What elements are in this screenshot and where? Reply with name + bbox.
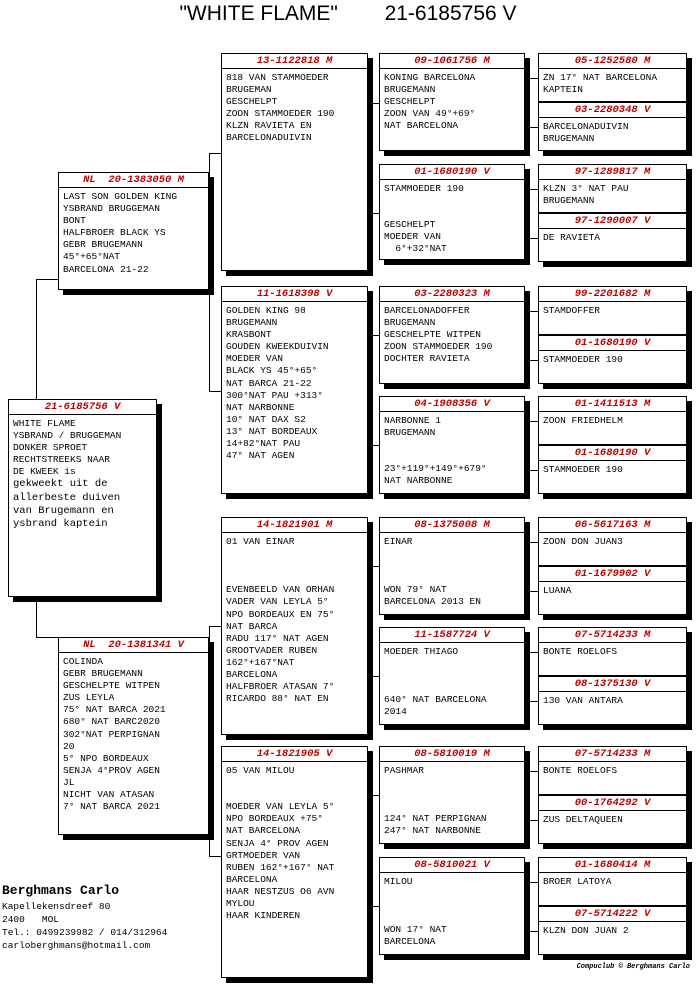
pigeon-name: "WHITE FLAME" (179, 2, 338, 25)
description-line: VADER VAN LEYLA 5° (226, 596, 329, 608)
description-line: BARCELONA 2013 EN (384, 596, 481, 608)
description-line: NAT BARCA 21-22 (226, 377, 312, 389)
description-line: GEBR BRUGEMANN (63, 239, 143, 251)
description-line (226, 560, 363, 572)
description-line: HALFBROER ATASAN 7° (226, 681, 335, 693)
description-line: BRUGEMANN (384, 427, 436, 439)
ring-number: 97-1289817 M (539, 165, 686, 180)
description-line: MOEDER VAN LEYLA 5° (226, 801, 335, 813)
pigeon-ring: 21-6185756 V (384, 2, 517, 25)
description-line: 20 (63, 740, 75, 752)
connector-line (368, 795, 379, 796)
great-grandparent-card (379, 746, 525, 844)
pigeon-description (539, 811, 686, 826)
ring-number: 07-5714233 M (539, 747, 686, 762)
ring-number: 04-1908356 V (380, 397, 524, 412)
description-line: BARCELONA 21-22 (63, 263, 149, 275)
description-line: HALFBROER BLACK YS (63, 227, 166, 239)
description-line: 124° NAT PERPIGNAN (384, 813, 487, 825)
description-line: BROER LATOYA (543, 876, 612, 887)
description-line: NAT NARBONNE (384, 475, 453, 487)
great-great-grandparent-card (538, 746, 687, 795)
ring-number: NL 20-1381341 V (59, 638, 208, 653)
description-line: MOEDER VAN (384, 231, 442, 243)
description-line: BRUGEMANN (543, 133, 595, 145)
description-line: 6°+32°NAT (384, 243, 447, 255)
great-great-grandparent-card (538, 164, 687, 213)
connector-line (36, 279, 37, 399)
grandfather-paternal-card (221, 53, 368, 271)
ring-number: 09-1061756 M (380, 54, 524, 69)
ring-number: 01-1411513 M (539, 397, 686, 412)
ring-number: 00-1764292 V (539, 796, 686, 811)
description-line (384, 801, 520, 813)
great-great-grandparent-card (538, 53, 687, 102)
connector-line (528, 652, 538, 653)
description-line: STAMDOFFER (543, 305, 601, 316)
description-line: GRTMOEDER VAN (226, 849, 301, 861)
description-line: NICHT VAN ATASAN (63, 789, 155, 801)
description-line: MOEDER THIAGO (384, 646, 459, 657)
pigeon-description (380, 762, 524, 838)
pigeon-description (380, 69, 524, 132)
description-line (226, 548, 363, 560)
description-line: 162°+167°NAT (226, 656, 295, 668)
connector-line (209, 153, 221, 154)
description-line: 5° NPO BORDEAUX (63, 752, 149, 764)
connector-line (368, 566, 369, 676)
description-line: BRUGEMANN (543, 195, 595, 207)
pigeon-description (539, 922, 686, 937)
great-great-grandparent-card (538, 857, 687, 906)
description-line: GESCHELPT (384, 96, 436, 108)
description-line: WON 79° NAT (384, 584, 447, 596)
subject-card (8, 399, 157, 597)
description-line: ZUS LEYLA (63, 692, 115, 704)
great-grandparent-card (379, 53, 525, 151)
connector-line (528, 360, 538, 361)
great-grandparent-card (379, 396, 525, 494)
description-line: 680° NAT BARC2020 (63, 716, 160, 728)
description-line (384, 658, 520, 670)
description-line (384, 912, 520, 924)
description-line (384, 572, 520, 584)
description-line (384, 195, 520, 207)
description-line: 7° NAT BARCA 2021 (63, 801, 160, 813)
connector-line (528, 591, 538, 592)
great-great-grandparent-card (538, 445, 687, 494)
ring-number: 13-1122818 M (222, 54, 367, 69)
pigeon-description (59, 653, 208, 813)
pedigree-title (0, 2, 696, 26)
connector-line (36, 279, 58, 280)
father-card (58, 172, 209, 290)
connector-line (528, 542, 538, 543)
ring-number: 03-2280348 V (539, 103, 686, 118)
description-line: van Brugemann en (13, 505, 114, 518)
description-line: GESCHELPTE WITPEN (63, 680, 160, 692)
description-line: HAAR NESTZUS O6 AVN (226, 885, 335, 897)
description-line: STAMMOEDER 190 (384, 183, 464, 194)
description-line: BARCELONADUIVIN (226, 132, 312, 144)
ring-number: 21-6185756 V (9, 400, 156, 415)
connector-line (528, 127, 538, 128)
connector-line (528, 652, 529, 701)
description-line: NPO BORDEAUX +75° (226, 813, 323, 825)
connector-line (368, 795, 369, 906)
owner-name: Berghmans Carlo (2, 883, 120, 898)
description-line: BARCELONADOFFER (384, 305, 470, 316)
connector-line (528, 771, 529, 820)
description-line: BONTE ROELOFS (543, 646, 618, 657)
description-line: MYLOU (226, 898, 255, 910)
ring-number: 97-1290007 V (539, 214, 686, 229)
connector-line (209, 153, 210, 391)
description-line: BRUGEMAN (226, 84, 272, 96)
ring-number: 14-1821901 M (222, 518, 367, 533)
description-line: EINAR (384, 536, 413, 547)
pigeon-description (539, 351, 686, 366)
description-line: YSBRAND / BRUGGEMAN (13, 430, 122, 442)
description-line: GESCHELPTE WITPEN (384, 329, 481, 341)
description-line: KLZN DON JUAN 2 (543, 925, 629, 936)
ring-number: 06-5617163 M (539, 518, 686, 533)
description-line (226, 572, 363, 584)
ring-number: 01-1680414 M (539, 858, 686, 873)
pigeon-description (539, 412, 686, 427)
description-line: DE KWEEK is (13, 466, 76, 478)
connector-line (36, 637, 58, 638)
great-grandparent-card (379, 164, 525, 260)
description-line: 2014 (384, 706, 407, 718)
connector-line (528, 311, 529, 360)
ring-number: 07-5714222 V (539, 907, 686, 922)
description-line: MOEDER VAN (226, 353, 284, 365)
ring-number: 08-1375008 M (380, 518, 524, 533)
pigeon-description (59, 188, 208, 276)
great-great-grandparent-card (538, 335, 687, 384)
pigeon-description (539, 302, 686, 317)
ring-number: 08-5810019 M (380, 747, 524, 762)
description-line: SENJA 4° PROV AGEN (226, 837, 329, 849)
description-line: LUANA (543, 585, 572, 596)
description-line: DONKER SPROET (13, 442, 88, 454)
footer-credit: Compuclub © Berghmans Carlo (576, 963, 690, 971)
connector-line (528, 421, 529, 470)
pigeon-description (539, 118, 686, 145)
pigeon-description (539, 873, 686, 888)
pigeon-description (9, 415, 156, 532)
ring-number: 99-2201682 M (539, 287, 686, 302)
description-line: YSBRAND BRUGGEMAN (63, 203, 160, 215)
description-line (384, 439, 520, 451)
description-line: KLZN RAVIETA EN (226, 120, 312, 132)
connector-line (368, 906, 379, 907)
description-line: NAT BARCELONA (226, 825, 301, 837)
connector-line (528, 542, 529, 591)
description-line: 23°+119°+149°+679° (384, 463, 487, 475)
description-line: KONING BARCELONA (384, 72, 476, 83)
description-line: JL (63, 776, 75, 788)
ring-number: NL 20-1383050 M (59, 173, 208, 188)
pigeon-description (539, 229, 686, 244)
pigeon-description (222, 533, 367, 705)
connector-line (528, 771, 538, 772)
connector-line (209, 856, 221, 857)
owner-phone: Tel.: 0499239982 / 014/312964 (2, 927, 168, 938)
description-line: ZOON VAN 49°+69° (384, 108, 476, 120)
description-line: 10° NAT DAX S2 (226, 413, 306, 425)
ring-number: 01-1679902 V (539, 567, 686, 582)
description-line: gekweekt uit de (13, 478, 108, 491)
description-line: WHITE FLAME (13, 418, 76, 429)
great-great-grandparent-card (538, 906, 687, 955)
description-line: ysbrand kaptein (13, 518, 108, 531)
description-line (384, 207, 520, 219)
connector-line (528, 701, 538, 702)
ring-number: 11-1587724 V (380, 628, 524, 643)
owner-street: Kapellekensdreef 80 (2, 901, 111, 912)
description-line: RADU 117° NAT AGEN (226, 632, 329, 644)
description-line (384, 900, 520, 912)
description-line: HAAR KINDEREN (226, 910, 301, 922)
ring-number: 11-1618398 V (222, 287, 367, 302)
description-line: NAT NARBONNE (226, 401, 295, 413)
great-great-grandparent-card (538, 795, 687, 844)
description-line (384, 670, 520, 682)
pigeon-description (380, 180, 524, 256)
great-great-grandparent-card (538, 396, 687, 445)
connector-line (209, 626, 221, 627)
connector-line (528, 882, 529, 931)
pigeon-description (539, 643, 686, 658)
great-grandparent-card (379, 857, 525, 955)
connector-line (368, 335, 369, 445)
description-line: NAT BARCA (226, 620, 278, 632)
description-line: 01 VAN EINAR (226, 536, 295, 547)
description-line: KAPTEIN (543, 84, 583, 96)
pigeon-description (380, 302, 524, 365)
connector-line (368, 445, 379, 446)
owner-city: 2400 MOL (2, 914, 60, 925)
connector-line (528, 820, 538, 821)
description-line: GROOTVADER RUBEN (226, 644, 318, 656)
ring-number: 05-1252580 M (539, 54, 686, 69)
pigeon-description (539, 533, 686, 548)
description-line (384, 682, 520, 694)
description-line: 45°+65°NAT (63, 251, 121, 263)
description-line: NARBONNE 1 (384, 415, 442, 426)
description-line: NAT BARCELONA (384, 120, 459, 132)
description-line: DE RAVIETA (543, 232, 601, 243)
great-great-grandparent-card (538, 517, 687, 566)
ring-number: 01-1680190 V (380, 165, 524, 180)
pigeon-description (222, 762, 367, 922)
ring-number: 08-5810021 V (380, 858, 524, 873)
great-great-grandparent-card (538, 676, 687, 725)
grandmother-maternal-card (221, 746, 368, 978)
description-line: BARCELONADUIVIN (543, 121, 629, 132)
description-line: RUBEN 162°+167° NAT (226, 861, 335, 873)
great-grandparent-card (379, 627, 525, 725)
description-line: NPO BORDEAUX EN 75° (226, 608, 335, 620)
description-line: GOLDEN KING 98 (226, 305, 306, 316)
great-great-grandparent-card (538, 102, 687, 151)
pigeon-description (539, 762, 686, 777)
description-line: LAST SON GOLDEN KING (63, 191, 178, 202)
pigeon-description (539, 692, 686, 707)
description-line (384, 560, 520, 572)
connector-line (209, 626, 210, 856)
description-line: ZUS DELTAQUEEN (543, 814, 623, 825)
connector-line (528, 78, 538, 79)
grandfather-maternal-card (221, 517, 368, 735)
connector-line (528, 311, 538, 312)
description-line: BARCELONA (226, 669, 278, 681)
description-line: COLINDA (63, 656, 103, 667)
connector-line (368, 213, 379, 214)
description-line: EVENBEELD VAN ORHAN (226, 584, 335, 596)
connector-line (528, 421, 538, 422)
description-line: 47° NAT AGEN (226, 450, 295, 462)
description-line: STAMMOEDER 190 (543, 464, 623, 475)
connector-line (368, 103, 379, 104)
pigeon-description (539, 69, 686, 96)
description-line: GEBR BRUGEMANN (63, 668, 143, 680)
pigeon-description (539, 582, 686, 597)
description-line: RICARDO 88° NAT EN (226, 693, 329, 705)
connector-line (528, 189, 538, 190)
description-line: 13° NAT BORDEAUX (226, 425, 318, 437)
ring-number: 03-2280323 M (380, 287, 524, 302)
description-line: 300°NAT PAU +313° (226, 389, 323, 401)
description-line: BLACK YS 45°+65° (226, 365, 318, 377)
description-line: 247° NAT NARBONNE (384, 825, 481, 837)
great-grandparent-card (379, 286, 525, 384)
description-line: 640° NAT BARCELONA (384, 694, 487, 706)
description-line: SENJA 4°PROV AGEN (63, 764, 160, 776)
mother-card (58, 637, 209, 835)
ring-number: 01-1680190 V (539, 336, 686, 351)
description-line: allerbeste duiven (13, 491, 121, 504)
description-line (384, 777, 520, 789)
description-line: BARCELONA (384, 936, 436, 948)
connector-line (528, 238, 538, 239)
description-line: BRUGEMANN (226, 317, 278, 329)
pigeon-description (539, 180, 686, 207)
ring-number: 01-1680190 V (539, 446, 686, 461)
pigeon-description (380, 643, 524, 719)
connector-line (36, 597, 37, 637)
description-line: DOCHTER RAVIETA (384, 353, 470, 365)
description-line (226, 777, 363, 789)
description-line: MILOU (384, 876, 413, 887)
description-line: 302°NAT PERPIGNAN (63, 728, 160, 740)
description-line: BRUGEMANN (384, 317, 436, 329)
description-line: 05 VAN MILOU (226, 765, 295, 776)
description-line: ZOON STAMMOEDER 190 (384, 341, 493, 353)
description-line: PASHMAR (384, 765, 424, 776)
pigeon-description (380, 873, 524, 949)
connector-line (368, 335, 379, 336)
pigeon-description (539, 461, 686, 476)
connector-line (528, 931, 538, 932)
ring-number: 14-1821905 V (222, 747, 367, 762)
great-great-grandparent-card (538, 286, 687, 335)
description-line: KLZN 3° NAT PAU (543, 183, 629, 194)
description-line: BRUGEMANN (384, 84, 436, 96)
ring-number: 08-1375130 V (539, 677, 686, 692)
description-line: GESCHELPT (226, 96, 278, 108)
description-line: ZOON STAMMOEDER 190 (226, 108, 335, 120)
connector-line (368, 676, 379, 677)
ring-number: 07-5714233 M (539, 628, 686, 643)
pigeon-description (222, 69, 367, 145)
description-line: 818 VAN STAMMOEDER (226, 72, 329, 83)
description-line: BONTE ROELOFS (543, 765, 618, 776)
description-line: GESCHELPT (384, 219, 436, 231)
connector-line (528, 78, 529, 127)
description-line (384, 888, 520, 900)
description-line (384, 548, 520, 560)
description-line (384, 451, 520, 463)
great-grandparent-card (379, 517, 525, 615)
connector-line (368, 103, 369, 213)
great-great-grandparent-card (538, 566, 687, 615)
connector-line (368, 566, 379, 567)
description-line: RECHTSTREEKS NAAR (13, 454, 110, 466)
pigeon-description (380, 533, 524, 609)
connector-line (209, 391, 221, 392)
description-line: 14+82°NAT PAU (226, 438, 301, 450)
great-great-grandparent-card (538, 627, 687, 676)
connector-line (528, 189, 529, 238)
description-line: ZOON FRIEDHELM (543, 415, 623, 426)
connector-line (528, 882, 538, 883)
description-line: KRASBONT (226, 329, 272, 341)
description-line (384, 789, 520, 801)
owner-block (2, 882, 167, 952)
description-line: 75° NAT BARCA 2021 (63, 704, 166, 716)
owner-email: carloberghmans@hotmail.com (2, 940, 151, 951)
pigeon-description (380, 412, 524, 488)
description-line: ZOON DON JUAN3 (543, 536, 623, 547)
description-line: WON 17° NAT (384, 924, 447, 936)
great-great-grandparent-card (538, 213, 687, 262)
connector-line (528, 470, 538, 471)
description-line: BONT (63, 215, 86, 227)
description-line: GOUDEN KWEEKDUIVIN (226, 341, 329, 353)
description-line: STAMMOEDER 190 (543, 354, 623, 365)
description-line: 130 VAN ANTARA (543, 695, 623, 706)
description-line: BARCELONA (226, 873, 278, 885)
description-line: ZN 17° NAT BARCELONA (543, 72, 658, 83)
description-line (226, 789, 363, 801)
pigeon-description (222, 302, 367, 462)
grandmother-paternal-card (221, 286, 368, 494)
